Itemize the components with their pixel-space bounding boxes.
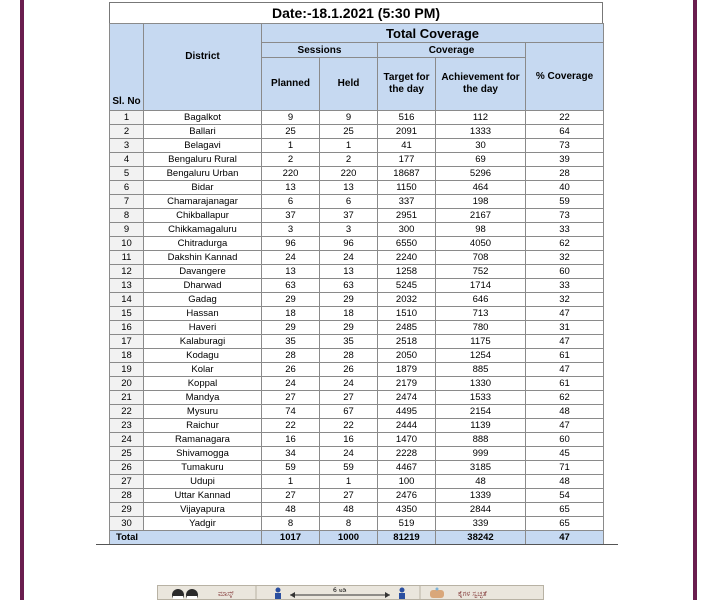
table-row <box>110 153 604 167</box>
target-cell: 1470 <box>378 433 436 447</box>
table-row <box>110 419 604 433</box>
planned-cell: 16 <box>262 433 320 447</box>
table-row <box>110 489 604 503</box>
district-cell: Tumakuru <box>144 461 262 475</box>
achievement-cell: 48 <box>436 475 526 489</box>
held-cell: 35 <box>320 335 378 349</box>
planned-cell: 24 <box>262 377 320 391</box>
table-row <box>110 251 604 265</box>
percent-cell: 40 <box>526 181 604 195</box>
district-cell: Koppal <box>144 377 262 391</box>
planned-cell: 27 <box>262 489 320 503</box>
achievement-cell: 646 <box>436 293 526 307</box>
held-cell: 26 <box>320 363 378 377</box>
percent-cell: 31 <box>526 321 604 335</box>
achievement-cell: 1254 <box>436 349 526 363</box>
percent-cell: 48 <box>526 405 604 419</box>
table-row <box>110 237 604 251</box>
percent-cell: 61 <box>526 377 604 391</box>
divider-line <box>96 544 618 545</box>
target-cell: 4350 <box>378 503 436 517</box>
held-cell: 16 <box>320 433 378 447</box>
table-row <box>110 433 604 447</box>
achievement-cell: 1339 <box>436 489 526 503</box>
sl-no-cell: 25 <box>110 447 144 461</box>
target-header: Target for the day <box>378 58 436 111</box>
target-cell: 4467 <box>378 461 436 475</box>
total-achievement: 38242 <box>436 531 526 545</box>
percent-cell: 65 <box>526 517 604 531</box>
percent-cell: 64 <box>526 125 604 139</box>
target-cell: 5245 <box>378 279 436 293</box>
sl-no-cell: 15 <box>110 307 144 321</box>
sl-no-cell: 14 <box>110 293 144 307</box>
sl-no-cell: 4 <box>110 153 144 167</box>
planned-cell: 29 <box>262 293 320 307</box>
table-row <box>110 363 604 377</box>
planned-cell: 27 <box>262 391 320 405</box>
percent-cell: 22 <box>526 111 604 125</box>
report-date: Date:-18.1.2021 (5:30 PM) <box>109 2 603 23</box>
total-coverage-header: Total Coverage <box>262 24 604 43</box>
sl-no-cell: 2 <box>110 125 144 139</box>
planned-cell: 3 <box>262 223 320 237</box>
table-row <box>110 391 604 405</box>
percent-cell: 62 <box>526 391 604 405</box>
sl-no-cell: 26 <box>110 461 144 475</box>
sl-no-cell: 6 <box>110 181 144 195</box>
target-cell: 41 <box>378 139 436 153</box>
percent-cell: 39 <box>526 153 604 167</box>
sl-no-cell: 10 <box>110 237 144 251</box>
achievement-cell: 1139 <box>436 419 526 433</box>
held-cell: 1 <box>320 475 378 489</box>
table-row <box>110 181 604 195</box>
district-cell: Chikkamagaluru <box>144 223 262 237</box>
table-row <box>110 461 604 475</box>
target-cell: 1879 <box>378 363 436 377</box>
achievement-cell: 3185 <box>436 461 526 475</box>
held-cell: 9 <box>320 111 378 125</box>
district-cell: Chikballapur <box>144 209 262 223</box>
table-row <box>110 503 604 517</box>
achievement-cell: 1333 <box>436 125 526 139</box>
district-cell: Chitradurga <box>144 237 262 251</box>
planned-cell: 13 <box>262 265 320 279</box>
achievement-cell: 1330 <box>436 377 526 391</box>
planned-cell: 22 <box>262 419 320 433</box>
held-cell: 18 <box>320 307 378 321</box>
target-cell: 177 <box>378 153 436 167</box>
sl-no-cell: 16 <box>110 321 144 335</box>
mask-text: ಮಾಸ್ಕ್ <box>218 590 234 598</box>
page-border-right <box>693 0 697 600</box>
planned-cell: 35 <box>262 335 320 349</box>
held-cell: 37 <box>320 209 378 223</box>
sl-no-cell: 5 <box>110 167 144 181</box>
planned-cell: 48 <box>262 503 320 517</box>
district-cell: Ballari <box>144 125 262 139</box>
target-cell: 1150 <box>378 181 436 195</box>
planned-cell: 63 <box>262 279 320 293</box>
table-row <box>110 447 604 461</box>
achievement-cell: 1533 <box>436 391 526 405</box>
planned-cell: 1 <box>262 475 320 489</box>
table-row <box>110 377 604 391</box>
target-cell: 2240 <box>378 251 436 265</box>
target-cell: 337 <box>378 195 436 209</box>
district-cell: Belagavi <box>144 139 262 153</box>
sl-no-header: Sl. No <box>110 24 144 111</box>
held-cell: 13 <box>320 181 378 195</box>
achievement-cell: 888 <box>436 433 526 447</box>
sl-no-cell: 29 <box>110 503 144 517</box>
held-cell: 24 <box>320 447 378 461</box>
sl-no-cell: 1 <box>110 111 144 125</box>
held-cell: 13 <box>320 265 378 279</box>
planned-cell: 74 <box>262 405 320 419</box>
district-cell: Yadgir <box>144 517 262 531</box>
held-cell: 2 <box>320 153 378 167</box>
table-row <box>110 405 604 419</box>
sl-no-cell: 18 <box>110 349 144 363</box>
sl-no-cell: 19 <box>110 363 144 377</box>
page-border-left <box>20 0 24 600</box>
sl-no-cell: 7 <box>110 195 144 209</box>
hand-wash-icon <box>430 588 444 599</box>
district-cell: Kalaburagi <box>144 335 262 349</box>
sl-no-cell: 17 <box>110 335 144 349</box>
target-cell: 4495 <box>378 405 436 419</box>
table-row <box>110 209 604 223</box>
table-row <box>110 167 604 181</box>
table-row <box>110 335 604 349</box>
district-cell: Bidar <box>144 181 262 195</box>
percent-cell: 59 <box>526 195 604 209</box>
sl-no-cell: 8 <box>110 209 144 223</box>
percent-cell: 33 <box>526 279 604 293</box>
target-cell: 2050 <box>378 349 436 363</box>
held-cell: 27 <box>320 489 378 503</box>
banner-graphic <box>158 586 544 600</box>
table-row <box>110 195 604 209</box>
coverage-header: Coverage <box>378 43 526 58</box>
sl-no-cell: 28 <box>110 489 144 503</box>
planned-cell: 1 <box>262 139 320 153</box>
total-percent: 47 <box>526 531 604 545</box>
planned-cell: 34 <box>262 447 320 461</box>
district-cell: Vijayapura <box>144 503 262 517</box>
target-cell: 6550 <box>378 237 436 251</box>
held-cell: 63 <box>320 279 378 293</box>
person-icon <box>275 588 281 600</box>
held-cell: 25 <box>320 125 378 139</box>
planned-header: Planned <box>262 58 320 111</box>
percent-cell: 45 <box>526 447 604 461</box>
target-cell: 2485 <box>378 321 436 335</box>
planned-cell: 9 <box>262 111 320 125</box>
achievement-cell: 464 <box>436 181 526 195</box>
held-cell: 28 <box>320 349 378 363</box>
achievement-cell: 1714 <box>436 279 526 293</box>
total-label: Total <box>110 531 262 545</box>
held-cell: 48 <box>320 503 378 517</box>
district-cell: Dakshin Kannad <box>144 251 262 265</box>
achievement-header: Achievement for the day <box>436 58 526 111</box>
achievement-cell: 98 <box>436 223 526 237</box>
district-header: District <box>144 24 262 111</box>
planned-cell: 6 <box>262 195 320 209</box>
achievement-cell: 4050 <box>436 237 526 251</box>
district-cell: Bagalkot <box>144 111 262 125</box>
covid-safety-banner <box>157 585 544 600</box>
achievement-cell: 752 <box>436 265 526 279</box>
percent-cell: 73 <box>526 209 604 223</box>
percent-cell: 47 <box>526 419 604 433</box>
held-cell: 6 <box>320 195 378 209</box>
sessions-header: Sessions <box>262 43 378 58</box>
percent-cell: 65 <box>526 503 604 517</box>
percent-cell: 47 <box>526 335 604 349</box>
achievement-cell: 2844 <box>436 503 526 517</box>
sl-no-cell: 21 <box>110 391 144 405</box>
percent-cell: 33 <box>526 223 604 237</box>
sl-no-cell: 20 <box>110 377 144 391</box>
table-body <box>110 111 604 531</box>
held-header: Held <box>320 58 378 111</box>
percent-cell: 32 <box>526 293 604 307</box>
achievement-cell: 2154 <box>436 405 526 419</box>
sl-no-cell: 22 <box>110 405 144 419</box>
planned-cell: 24 <box>262 251 320 265</box>
percent-cell: 54 <box>526 489 604 503</box>
achievement-cell: 5296 <box>436 167 526 181</box>
wash-text: ಕೈಗಳ ಸ್ವಚ್ಛತೆ <box>458 590 487 598</box>
table-row <box>110 111 604 125</box>
sl-no-cell: 13 <box>110 279 144 293</box>
table-row <box>110 223 604 237</box>
achievement-cell: 780 <box>436 321 526 335</box>
district-cell: Raichur <box>144 419 262 433</box>
distance-text: 6 ಅಡಿ <box>333 587 347 594</box>
district-cell: Haveri <box>144 321 262 335</box>
target-cell: 2179 <box>378 377 436 391</box>
target-cell: 1510 <box>378 307 436 321</box>
achievement-cell: 999 <box>436 447 526 461</box>
achievement-cell: 885 <box>436 363 526 377</box>
table-row <box>110 321 604 335</box>
sl-no-cell: 24 <box>110 433 144 447</box>
target-cell: 2951 <box>378 209 436 223</box>
percent-cell: 71 <box>526 461 604 475</box>
held-cell: 22 <box>320 419 378 433</box>
planned-cell: 220 <box>262 167 320 181</box>
target-cell: 519 <box>378 517 436 531</box>
percent-cell: 32 <box>526 251 604 265</box>
held-cell: 3 <box>320 223 378 237</box>
target-cell: 300 <box>378 223 436 237</box>
district-cell: Mysuru <box>144 405 262 419</box>
sl-no-cell: 30 <box>110 517 144 531</box>
planned-cell: 37 <box>262 209 320 223</box>
table-row <box>110 293 604 307</box>
percent-cell: 60 <box>526 265 604 279</box>
achievement-cell: 1175 <box>436 335 526 349</box>
held-cell: 1 <box>320 139 378 153</box>
district-cell: Shivamogga <box>144 447 262 461</box>
table-row <box>110 279 604 293</box>
planned-cell: 59 <box>262 461 320 475</box>
table-row <box>110 517 604 531</box>
target-cell: 2228 <box>378 447 436 461</box>
total-row <box>110 531 604 545</box>
total-target: 81219 <box>378 531 436 545</box>
planned-cell: 18 <box>262 307 320 321</box>
achievement-cell: 198 <box>436 195 526 209</box>
target-cell: 516 <box>378 111 436 125</box>
masked-faces-icon <box>172 589 198 600</box>
held-cell: 29 <box>320 321 378 335</box>
percent-cell: 48 <box>526 475 604 489</box>
table-row <box>110 265 604 279</box>
planned-cell: 96 <box>262 237 320 251</box>
table-row <box>110 307 604 321</box>
percent-coverage-header: % Coverage <box>526 43 604 111</box>
district-cell: Ramanagara <box>144 433 262 447</box>
target-cell: 100 <box>378 475 436 489</box>
sl-no-cell: 11 <box>110 251 144 265</box>
planned-cell: 2 <box>262 153 320 167</box>
district-cell: Kolar <box>144 363 262 377</box>
district-cell: Davangere <box>144 265 262 279</box>
achievement-cell: 69 <box>436 153 526 167</box>
achievement-cell: 112 <box>436 111 526 125</box>
percent-cell: 47 <box>526 307 604 321</box>
person-icon <box>399 588 405 600</box>
target-cell: 2518 <box>378 335 436 349</box>
held-cell: 27 <box>320 391 378 405</box>
district-cell: Kodagu <box>144 349 262 363</box>
percent-cell: 61 <box>526 349 604 363</box>
percent-cell: 60 <box>526 433 604 447</box>
district-cell: Gadag <box>144 293 262 307</box>
district-cell: Hassan <box>144 307 262 321</box>
table-row <box>110 475 604 489</box>
district-cell: Chamarajanagar <box>144 195 262 209</box>
held-cell: 59 <box>320 461 378 475</box>
target-cell: 18687 <box>378 167 436 181</box>
achievement-cell: 30 <box>436 139 526 153</box>
coverage-report <box>109 2 603 545</box>
planned-cell: 26 <box>262 363 320 377</box>
held-cell: 96 <box>320 237 378 251</box>
planned-cell: 8 <box>262 517 320 531</box>
table-row <box>110 139 604 153</box>
held-cell: 24 <box>320 251 378 265</box>
district-cell: Bengaluru Urban <box>144 167 262 181</box>
target-cell: 2444 <box>378 419 436 433</box>
held-cell: 24 <box>320 377 378 391</box>
sl-no-cell: 27 <box>110 475 144 489</box>
percent-cell: 47 <box>526 363 604 377</box>
district-cell: Uttar Kannad <box>144 489 262 503</box>
district-cell: Udupi <box>144 475 262 489</box>
table-row <box>110 125 604 139</box>
target-cell: 1258 <box>378 265 436 279</box>
target-cell: 2091 <box>378 125 436 139</box>
sl-no-cell: 3 <box>110 139 144 153</box>
percent-cell: 28 <box>526 167 604 181</box>
coverage-table <box>109 23 604 545</box>
held-cell: 220 <box>320 167 378 181</box>
sl-no-cell: 23 <box>110 419 144 433</box>
achievement-cell: 2167 <box>436 209 526 223</box>
percent-cell: 73 <box>526 139 604 153</box>
achievement-cell: 713 <box>436 307 526 321</box>
sl-no-cell: 12 <box>110 265 144 279</box>
district-cell: Bengaluru Rural <box>144 153 262 167</box>
planned-cell: 29 <box>262 321 320 335</box>
district-cell: Mandya <box>144 391 262 405</box>
held-cell: 29 <box>320 293 378 307</box>
target-cell: 2476 <box>378 489 436 503</box>
target-cell: 2474 <box>378 391 436 405</box>
total-planned: 1017 <box>262 531 320 545</box>
held-cell: 67 <box>320 405 378 419</box>
planned-cell: 13 <box>262 181 320 195</box>
planned-cell: 25 <box>262 125 320 139</box>
achievement-cell: 339 <box>436 517 526 531</box>
table-row <box>110 349 604 363</box>
achievement-cell: 708 <box>436 251 526 265</box>
district-cell: Dharwad <box>144 279 262 293</box>
percent-cell: 62 <box>526 237 604 251</box>
held-cell: 8 <box>320 517 378 531</box>
total-held: 1000 <box>320 531 378 545</box>
target-cell: 2032 <box>378 293 436 307</box>
planned-cell: 28 <box>262 349 320 363</box>
sl-no-cell: 9 <box>110 223 144 237</box>
